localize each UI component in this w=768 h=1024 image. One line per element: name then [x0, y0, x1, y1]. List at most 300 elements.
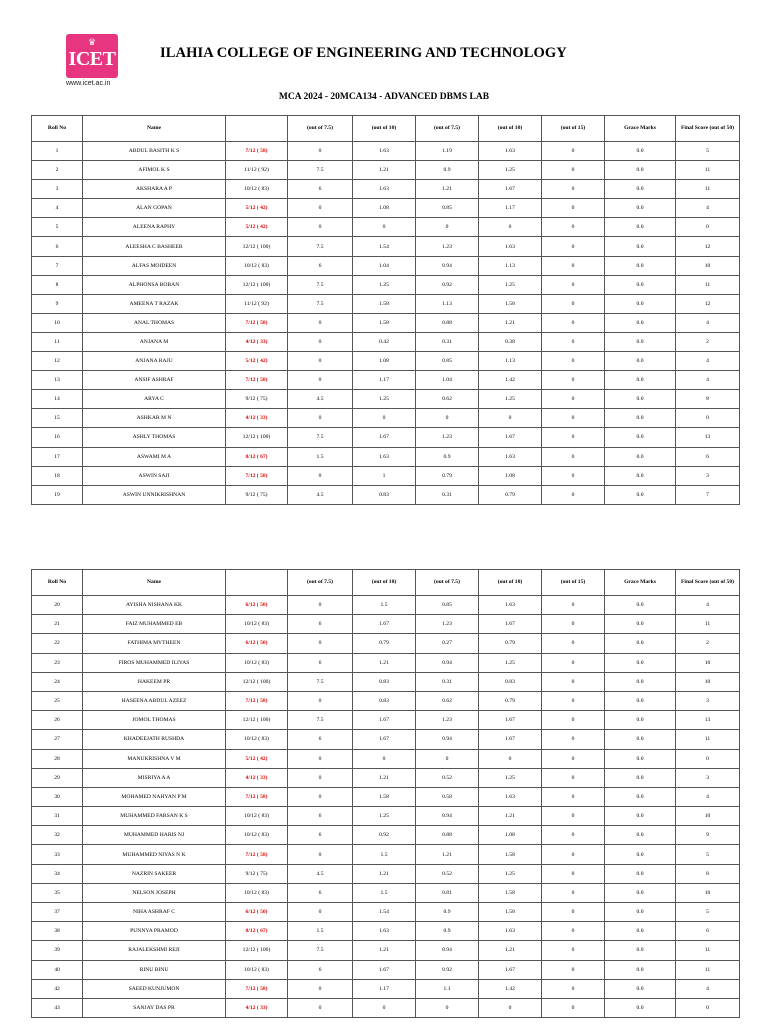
roll-no-cell: 28: [32, 749, 83, 768]
attendance-cell: 6/12 ( 50): [226, 634, 288, 653]
score-5-cell: 0: [542, 864, 605, 883]
score-2-cell: 1.5: [353, 883, 416, 902]
score-5-cell: 0: [542, 218, 605, 237]
grace-marks-cell: 0.0: [605, 180, 676, 199]
score-5-cell: 0: [542, 998, 605, 1017]
score-5-cell: 0: [542, 653, 605, 672]
attendance-cell: 5/12 ( 42): [226, 749, 288, 768]
name-cell: FAIZ MUHAMMED EB: [83, 615, 226, 634]
score-1-cell: 1.5: [288, 922, 353, 941]
grace-marks-cell: 0.0: [605, 787, 676, 806]
grace-marks-cell: 0.0: [605, 922, 676, 941]
roll-no-cell: 12: [32, 352, 83, 371]
table-row: [32, 615, 740, 634]
final-score-cell: 5: [676, 845, 740, 864]
grace-marks-cell: 0.0: [605, 615, 676, 634]
score-4-cell: 0.79: [479, 691, 542, 710]
name-cell: SAEED KUNJUMON: [83, 979, 226, 998]
score-5-cell: 0: [542, 390, 605, 409]
name-cell: PUNNYA PRAMOD: [83, 922, 226, 941]
score-1-cell: 6: [288, 653, 353, 672]
roll-no-cell: 17: [32, 447, 83, 466]
attendance-cell: 5/12 ( 42): [226, 218, 288, 237]
final-score-cell: 4: [676, 199, 740, 218]
score-3-cell: 1.23: [416, 615, 479, 634]
score-4-cell: 1.58: [479, 883, 542, 902]
score-3-cell: 1.21: [416, 180, 479, 199]
score-1-cell: 4.5: [288, 390, 353, 409]
score-3-cell: 0.88: [416, 826, 479, 845]
score-3-cell: 0: [416, 409, 479, 428]
score-5-cell: 0: [542, 941, 605, 960]
final-score-cell: 13: [676, 428, 740, 447]
table-row: [32, 787, 740, 806]
roll-no-cell: 13: [32, 371, 83, 390]
grace-marks-cell: 0.0: [605, 730, 676, 749]
col-score-3-header: (out of 7.5): [416, 570, 479, 596]
score-1-cell: 7.5: [288, 161, 353, 180]
final-score-cell: 5: [676, 903, 740, 922]
final-score-cell: 11: [676, 161, 740, 180]
final-score-cell: 4: [676, 352, 740, 371]
grace-marks-cell: 0.0: [605, 749, 676, 768]
score-4-cell: 1.67: [479, 711, 542, 730]
grace-marks-cell: 0.0: [605, 941, 676, 960]
grace-marks-cell: 0.0: [605, 845, 676, 864]
name-cell: FIROS MUHAMMED ILIYAS: [83, 653, 226, 672]
final-score-cell: 2: [676, 634, 740, 653]
score-4-cell: 1.08: [479, 826, 542, 845]
table-row: [32, 634, 740, 653]
score-1-cell: 6: [288, 256, 353, 275]
final-score-cell: 10: [676, 653, 740, 672]
name-cell: NELSON JOSEPH: [83, 883, 226, 902]
score-2-cell: 0.83: [353, 691, 416, 710]
score-3-cell: 0.31: [416, 332, 479, 351]
score-3-cell: 0.9: [416, 161, 479, 180]
roll-no-cell: 40: [32, 960, 83, 979]
score-3-cell: 1.23: [416, 711, 479, 730]
attendance-cell: 10/12 ( 83): [226, 730, 288, 749]
roll-no-cell: 27: [32, 730, 83, 749]
score-3-cell: 1.04: [416, 371, 479, 390]
final-score-cell: 7: [676, 485, 740, 504]
score-3-cell: 0.81: [416, 883, 479, 902]
score-3-cell: 0.9: [416, 903, 479, 922]
table-row: [32, 941, 740, 960]
score-4-cell: 1.08: [479, 466, 542, 485]
grace-marks-cell: 0.0: [605, 218, 676, 237]
name-cell: ASWIN UNNIKRISHNAN: [83, 485, 226, 504]
name-cell: ALAN GOPAN: [83, 199, 226, 218]
score-5-cell: 0: [542, 428, 605, 447]
roll-no-cell: 38: [32, 922, 83, 941]
score-5-cell: 0: [542, 485, 605, 504]
score-5-cell: 0: [542, 237, 605, 256]
score-2-cell: 1.67: [353, 711, 416, 730]
grace-marks-cell: 0.0: [605, 634, 676, 653]
attendance-cell: 7/12 ( 58): [226, 466, 288, 485]
table-row: [32, 485, 740, 504]
score-3-cell: 0.62: [416, 390, 479, 409]
final-score-cell: 4: [676, 313, 740, 332]
score-2-cell: 1.04: [353, 256, 416, 275]
attendance-cell: 8/12 ( 67): [226, 922, 288, 941]
table-row: [32, 864, 740, 883]
score-1-cell: 0: [288, 352, 353, 371]
final-score-cell: 11: [676, 615, 740, 634]
col-attendance-header: [226, 116, 288, 142]
final-score-cell: 11: [676, 180, 740, 199]
table-row: [32, 409, 740, 428]
final-score-cell: 4: [676, 979, 740, 998]
table-row: [32, 466, 740, 485]
roll-no-cell: 22: [32, 634, 83, 653]
score-5-cell: 0: [542, 634, 605, 653]
table-row: [32, 711, 740, 730]
grace-marks-cell: 0.0: [605, 826, 676, 845]
col-name-header: Name: [83, 570, 226, 596]
score-2-cell: 1.17: [353, 371, 416, 390]
score-3-cell: 0.85: [416, 352, 479, 371]
score-2-cell: 0: [353, 749, 416, 768]
attendance-cell: 7/12 ( 58): [226, 691, 288, 710]
score-3-cell: 0.9: [416, 447, 479, 466]
score-1-cell: 0: [288, 768, 353, 787]
grace-marks-cell: 0.0: [605, 409, 676, 428]
score-2-cell: 1.63: [353, 922, 416, 941]
grace-marks-cell: 0.0: [605, 960, 676, 979]
grace-marks-cell: 0.0: [605, 371, 676, 390]
final-score-cell: 9: [676, 826, 740, 845]
grace-marks-cell: 0.0: [605, 275, 676, 294]
roll-no-cell: 26: [32, 711, 83, 730]
roll-no-cell: 35: [32, 883, 83, 902]
score-1-cell: 0: [288, 371, 353, 390]
score-3-cell: 0.52: [416, 768, 479, 787]
score-3-cell: 1.21: [416, 845, 479, 864]
score-2-cell: 1.5: [353, 596, 416, 615]
score-1-cell: 1.5: [288, 447, 353, 466]
score-4-cell: 1.63: [479, 237, 542, 256]
score-5-cell: 0: [542, 691, 605, 710]
final-score-cell: 0: [676, 409, 740, 428]
col-roll-no-header: Roll No: [32, 116, 83, 142]
roll-no-cell: 3: [32, 180, 83, 199]
attendance-cell: 11/12 ( 92): [226, 294, 288, 313]
score-2-cell: 0: [353, 409, 416, 428]
score-2-cell: 1.58: [353, 294, 416, 313]
score-1-cell: 0: [288, 691, 353, 710]
score-1-cell: 6: [288, 180, 353, 199]
score-2-cell: 1.63: [353, 447, 416, 466]
col-score-4-header: (out of 10): [479, 116, 542, 142]
roll-no-cell: 37: [32, 903, 83, 922]
grace-marks-cell: 0.0: [605, 864, 676, 883]
score-4-cell: 0: [479, 409, 542, 428]
col-grace-marks-header: Grace Marks: [605, 116, 676, 142]
table-row: [32, 332, 740, 351]
name-cell: JOMOL THOMAS: [83, 711, 226, 730]
college-logo: [66, 34, 118, 78]
score-2-cell: 0.83: [353, 672, 416, 691]
grace-marks-cell: 0.0: [605, 199, 676, 218]
score-1-cell: 7.5: [288, 237, 353, 256]
final-score-cell: 8: [676, 864, 740, 883]
col-attendance-header: [226, 570, 288, 596]
grace-marks-cell: 0.0: [605, 466, 676, 485]
score-5-cell: 0: [542, 596, 605, 615]
attendance-cell: 12/12 ( 100): [226, 237, 288, 256]
name-cell: SANJAY DAS PR: [83, 998, 226, 1017]
crest-icon: ♛: [87, 37, 97, 47]
score-5-cell: 0: [542, 883, 605, 902]
score-1-cell: 0: [288, 332, 353, 351]
score-5-cell: 0: [542, 275, 605, 294]
table-row: [32, 142, 740, 161]
name-cell: ALEENA RAPHY: [83, 218, 226, 237]
score-1-cell: 4.5: [288, 864, 353, 883]
score-4-cell: 1.58: [479, 845, 542, 864]
table-row: [32, 807, 740, 826]
roll-no-cell: 10: [32, 313, 83, 332]
grace-marks-cell: 0.0: [605, 256, 676, 275]
grace-marks-cell: 0.0: [605, 485, 676, 504]
attendance-cell: 12/12 ( 100): [226, 672, 288, 691]
name-cell: ASWAMI M A: [83, 447, 226, 466]
attendance-cell: 6/12 ( 50): [226, 903, 288, 922]
attendance-cell: 5/12 ( 42): [226, 352, 288, 371]
score-5-cell: 0: [542, 922, 605, 941]
score-1-cell: 6: [288, 960, 353, 979]
grace-marks-cell: 0.0: [605, 883, 676, 902]
roll-no-cell: 4: [32, 199, 83, 218]
score-1-cell: 0: [288, 596, 353, 615]
score-4-cell: 0: [479, 218, 542, 237]
grace-marks-cell: 0.0: [605, 672, 676, 691]
attendance-cell: 11/12 ( 92): [226, 161, 288, 180]
table-row: [32, 447, 740, 466]
name-cell: NIHA ASHRAF C: [83, 903, 226, 922]
name-cell: ABDUL BASITH K S: [83, 142, 226, 161]
col-score-1-header: (out of 7.5): [288, 570, 353, 596]
table-header: [32, 570, 740, 596]
grace-marks-cell: 0.0: [605, 428, 676, 447]
score-3-cell: 0.85: [416, 596, 479, 615]
attendance-cell: 4/12 ( 33): [226, 998, 288, 1017]
score-2-cell: 1.58: [353, 313, 416, 332]
score-4-cell: 1.67: [479, 428, 542, 447]
attendance-cell: 7/12 ( 58): [226, 371, 288, 390]
score-4-cell: 1.67: [479, 615, 542, 634]
score-4-cell: 1.42: [479, 371, 542, 390]
table-row: [32, 218, 740, 237]
score-2-cell: 1.63: [353, 180, 416, 199]
grace-marks-cell: 0.0: [605, 294, 676, 313]
score-5-cell: 0: [542, 332, 605, 351]
name-cell: MUHAMMED HARIS NJ: [83, 826, 226, 845]
score-5-cell: 0: [542, 903, 605, 922]
roll-no-cell: 1: [32, 142, 83, 161]
name-cell: ANJANA RAJU: [83, 352, 226, 371]
grace-marks-cell: 0.0: [605, 237, 676, 256]
name-cell: FATHIMA MYTHEEN: [83, 634, 226, 653]
final-score-cell: 2: [676, 332, 740, 351]
score-5-cell: 0: [542, 466, 605, 485]
attendance-cell: 10/12 ( 83): [226, 653, 288, 672]
grace-marks-cell: 0.0: [605, 332, 676, 351]
attendance-cell: 12/12 ( 100): [226, 428, 288, 447]
final-score-cell: 11: [676, 941, 740, 960]
name-cell: AKSHARA A P: [83, 180, 226, 199]
score-4-cell: 1.25: [479, 653, 542, 672]
attendance-cell: 10/12 ( 83): [226, 180, 288, 199]
score-1-cell: 7.5: [288, 275, 353, 294]
score-1-cell: 6: [288, 826, 353, 845]
score-4-cell: 1.17: [479, 199, 542, 218]
score-5-cell: 0: [542, 845, 605, 864]
roll-no-cell: 29: [32, 768, 83, 787]
name-cell: ALFAS MOIDEEN: [83, 256, 226, 275]
score-2-cell: 1.67: [353, 730, 416, 749]
score-4-cell: 1.25: [479, 768, 542, 787]
roll-no-cell: 18: [32, 466, 83, 485]
score-1-cell: 0: [288, 199, 353, 218]
score-3-cell: 1.23: [416, 428, 479, 447]
table-row: [32, 313, 740, 332]
name-cell: MUHAMMED NIYAS N K: [83, 845, 226, 864]
table-row: [32, 672, 740, 691]
roll-no-cell: 39: [32, 941, 83, 960]
score-1-cell: 7.5: [288, 294, 353, 313]
score-5-cell: 0: [542, 161, 605, 180]
score-2-cell: 0: [353, 998, 416, 1017]
table-row: [32, 960, 740, 979]
score-4-cell: 1.21: [479, 941, 542, 960]
attendance-cell: 4/12 ( 33): [226, 332, 288, 351]
score-4-cell: 1.25: [479, 275, 542, 294]
attendance-cell: 10/12 ( 83): [226, 960, 288, 979]
name-cell: ARYA C: [83, 390, 226, 409]
name-cell: AFIMOL K S: [83, 161, 226, 180]
score-1-cell: 6: [288, 807, 353, 826]
grace-marks-cell: 0.0: [605, 596, 676, 615]
score-4-cell: 0.79: [479, 634, 542, 653]
grace-marks-cell: 0.0: [605, 979, 676, 998]
final-score-cell: 0: [676, 218, 740, 237]
score-1-cell: 6: [288, 883, 353, 902]
table-row: [32, 653, 740, 672]
score-5-cell: 0: [542, 180, 605, 199]
table-row: [32, 730, 740, 749]
grace-marks-cell: 0.0: [605, 161, 676, 180]
attendance-cell: 12/12 ( 100): [226, 275, 288, 294]
score-3-cell: 1.19: [416, 142, 479, 161]
marks-table-2: [31, 569, 740, 1018]
score-2-cell: 1.54: [353, 237, 416, 256]
score-3-cell: 1.23: [416, 237, 479, 256]
score-4-cell: 1.58: [479, 294, 542, 313]
final-score-cell: 4: [676, 371, 740, 390]
final-score-cell: 11: [676, 960, 740, 979]
table-row: [32, 596, 740, 615]
score-1-cell: 0: [288, 787, 353, 806]
roll-no-cell: 11: [32, 332, 83, 351]
grace-marks-cell: 0.0: [605, 903, 676, 922]
grace-marks-cell: 0.0: [605, 390, 676, 409]
score-3-cell: 0.85: [416, 199, 479, 218]
final-score-cell: 10: [676, 672, 740, 691]
name-cell: ALEESHA C BASHEER: [83, 237, 226, 256]
roll-no-cell: 33: [32, 845, 83, 864]
score-1-cell: 0: [288, 903, 353, 922]
score-3-cell: 0.94: [416, 730, 479, 749]
score-1-cell: 6: [288, 730, 353, 749]
name-cell: AYISHA NISHANA KK: [83, 596, 226, 615]
score-4-cell: 1.67: [479, 960, 542, 979]
name-cell: ANJANA M: [83, 332, 226, 351]
score-2-cell: 1.25: [353, 275, 416, 294]
roll-no-cell: 34: [32, 864, 83, 883]
score-2-cell: 1.67: [353, 615, 416, 634]
name-cell: ALPHONSA BOBAN: [83, 275, 226, 294]
name-cell: ASWIN SAJI: [83, 466, 226, 485]
score-5-cell: 0: [542, 313, 605, 332]
grace-marks-cell: 0.0: [605, 711, 676, 730]
roll-no-cell: 42: [32, 979, 83, 998]
score-3-cell: 0: [416, 998, 479, 1017]
score-2-cell: 1.5: [353, 845, 416, 864]
table-row: [32, 428, 740, 447]
name-cell: ANSIF ASHRAF: [83, 371, 226, 390]
score-1-cell: 0: [288, 979, 353, 998]
score-1-cell: 0: [288, 142, 353, 161]
score-4-cell: 0: [479, 749, 542, 768]
score-5-cell: 0: [542, 615, 605, 634]
table-row: [32, 922, 740, 941]
roll-no-cell: 8: [32, 275, 83, 294]
score-4-cell: 0.38: [479, 332, 542, 351]
final-score-cell: 3: [676, 466, 740, 485]
name-cell: MISRIYA A A: [83, 768, 226, 787]
grace-marks-cell: 0.0: [605, 807, 676, 826]
col-score-5-header: (out of 15): [542, 116, 605, 142]
final-score-cell: 11: [676, 275, 740, 294]
roll-no-cell: 2: [32, 161, 83, 180]
final-score-cell: 13: [676, 711, 740, 730]
score-3-cell: 0.94: [416, 256, 479, 275]
roll-no-cell: 7: [32, 256, 83, 275]
final-score-cell: 12: [676, 294, 740, 313]
attendance-cell: 12/12 ( 100): [226, 711, 288, 730]
roll-no-cell: 5: [32, 218, 83, 237]
score-4-cell: 1.63: [479, 596, 542, 615]
score-3-cell: 0.9: [416, 922, 479, 941]
final-score-cell: 10: [676, 807, 740, 826]
score-3-cell: 0.79: [416, 466, 479, 485]
score-5-cell: 0: [542, 711, 605, 730]
score-2-cell: 1: [353, 466, 416, 485]
name-cell: KHADEEJATH RUSHDA: [83, 730, 226, 749]
score-2-cell: 1.21: [353, 161, 416, 180]
score-2-cell: 1.21: [353, 864, 416, 883]
score-5-cell: 0: [542, 768, 605, 787]
score-1-cell: 7.5: [288, 711, 353, 730]
col-score-2-header: (out of 10): [353, 570, 416, 596]
score-4-cell: 1.25: [479, 161, 542, 180]
score-2-cell: 0.92: [353, 826, 416, 845]
col-score-1-header: (out of 7.5): [288, 116, 353, 142]
